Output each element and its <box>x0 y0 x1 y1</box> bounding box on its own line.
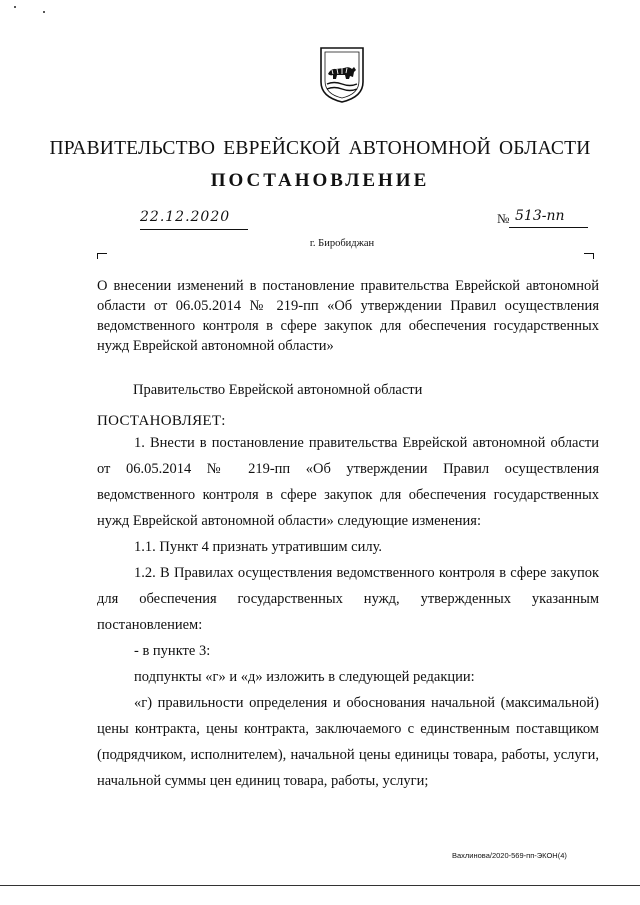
paragraph-1-2: 1.2. В Правилах осуществления ведомственного контроля в сфере закупок для обеспечения государственных нужд, утвержденных указанным постановлением: <box>97 565 599 633</box>
number-sign: № <box>497 211 510 226</box>
item-point-3: - в пункте 3: <box>134 643 211 659</box>
paragraph-1: 1. Внести в постановление правительства Еврейской автономной области от 06.05.2014 № 219-пп «Об утверждении Правил осуществления ведомственного контроля в сфере закупок для обеспечения государственных нужд Еврейской автономной области» следующие изменения: <box>97 435 599 529</box>
scan-speck <box>14 6 16 8</box>
subpoints-intro: подпункты «г» и «д» изложить в следующей редакции: <box>134 669 475 685</box>
government-title: ПРАВИТЕЛЬСТВО ЕВРЕЙСКОЙ АВТОНОМНОЙ ОБЛАСТИ <box>49 138 591 159</box>
document-subject: О внесении изменений в постановление правительства Еврейской автономной области от 06.05.2014 № 219-пп «Об утверждении Правил осуществления ведомственного контроля в сфере закупок для обеспечения государственных нужд Еврейской автономной области» <box>97 278 599 354</box>
preamble-government-name: Правительство Еврейской автономной области <box>133 382 423 398</box>
document-date: 22.12.2020 <box>140 209 231 225</box>
date-underline <box>140 229 248 230</box>
paragraph-1-1: 1.1. Пункт 4 признать утратившим силу. <box>134 539 383 555</box>
footer-document-code: Вахлинова/2020-569-пп-ЭКОН(4) <box>452 851 567 860</box>
number-underline <box>509 227 588 228</box>
document-type-heading: ПОСТАНОВЛЕНИЕ <box>210 170 430 191</box>
subject-corner-right <box>584 253 594 259</box>
document-body <box>97 430 599 794</box>
city-name: г. Биробиджан <box>309 238 375 249</box>
subject-corner-left <box>97 253 107 259</box>
page-bottom-line <box>0 885 640 886</box>
scan-speck <box>43 11 45 13</box>
document-number: 513-пп <box>515 208 565 224</box>
decree-word: ПОСТАНОВЛЯЕТ: <box>97 413 226 429</box>
subpoint-g: «г) правильности определения и обоснования начальной (максимальной) цены контракта, цены контракта, заключаемого с единственным поставщиком (подрядчиком, исполнителем), начальной цены единицы товара, работы, услуги, начальной суммы цен единиц товара, работы, услуги; <box>97 695 599 789</box>
coat-of-arms-emblem <box>318 44 366 104</box>
